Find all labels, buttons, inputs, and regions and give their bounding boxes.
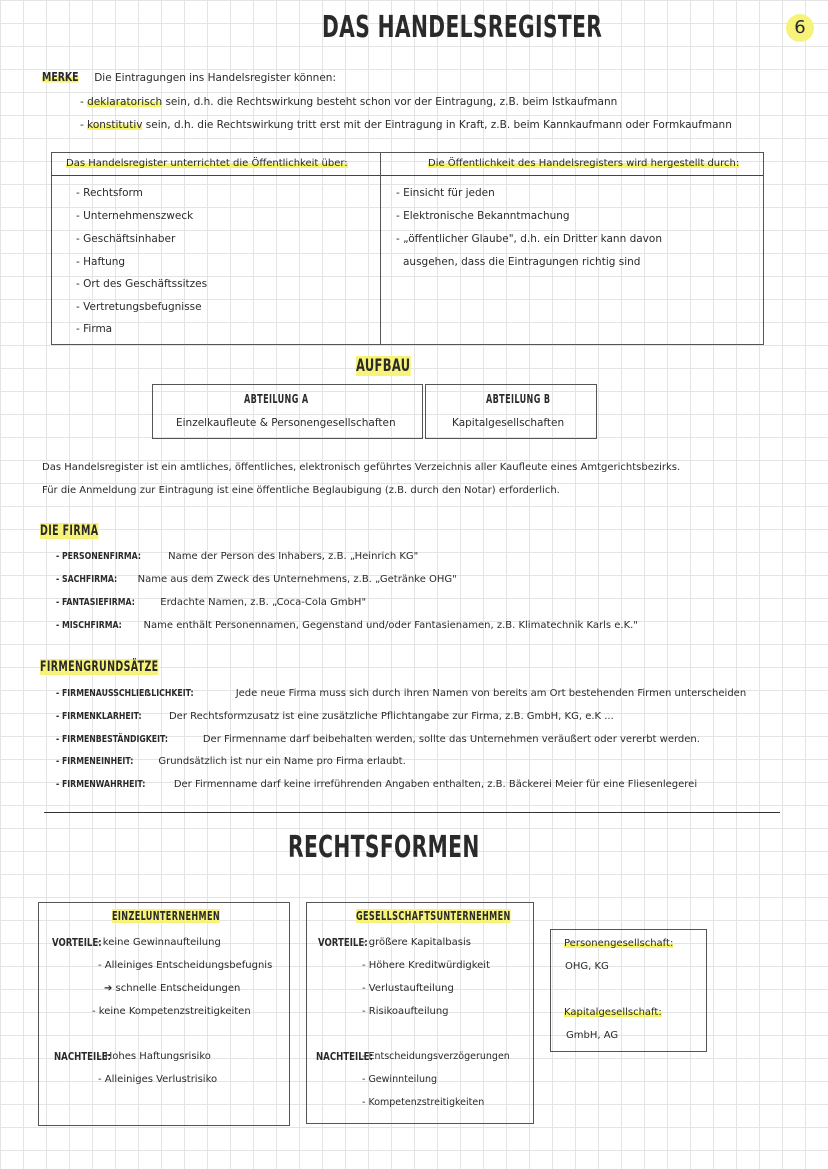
table-left-item: - Rechtsform <box>76 187 143 199</box>
grundsaetze-title: FIRMENGRUNDSÄTZE <box>40 659 159 675</box>
personengesellschaft-examples: OHG, KG <box>565 961 609 972</box>
merke-intro: Die Eintragungen ins Handelsregister können: <box>94 72 336 84</box>
description-line: Für die Anmeldung zur Eintragung ist eine öffentliche Beglaubigung (z.B. durch den Notar) erforderlich. <box>42 485 560 496</box>
gesell-vorteil: - Risikoaufteilung <box>362 1006 449 1017</box>
merke-text-1: sein, d.h. die Rechtswirkung besteht schon vor der Eintragung, z.B. beim Istkaufmann <box>162 96 618 108</box>
merke-point-1: - deklaratorisch sein, d.h. die Rechtswirkung besteht schon vor der Eintragung, z.B. beim Istkaufmann <box>80 96 618 108</box>
table-left-item: - Unternehmenszweck <box>76 210 194 222</box>
page-title: DAS HANDELSREGISTER <box>322 10 603 45</box>
abteilung-b-title: ABTEILUNG B <box>486 392 551 406</box>
merke-keyword-2: konstitutiv <box>87 119 143 131</box>
table-right-header: Die Öffentlichkeit des Handelsregisters wird hergestellt durch: <box>428 158 740 169</box>
firma-item: - SACHFIRMA: Name aus dem Zweck des Unternehmens, z.B. „Getränke OHG" <box>56 574 457 585</box>
table-left-item: - Vertretungsbefugnisse <box>76 301 202 313</box>
table-left-item: - Firma <box>76 323 113 335</box>
section-divider <box>44 812 780 813</box>
rechtsformen-title: RECHTSFORMEN <box>288 830 480 865</box>
personengesellschaft-title: Personengesellschaft: <box>564 938 674 949</box>
gesell-vorteil: - Verlustaufteilung <box>362 983 454 994</box>
grundsatz-item: - FIRMENKLARHEIT: Der Rechtsformzusatz ist eine zusätzliche Pflichtangabe zur Firma, z.B. GmbH, KG, e.K ... <box>56 711 614 722</box>
gesell-title: GESELLSCHAFTSUNTERNEHMEN <box>356 909 511 923</box>
info-table <box>51 152 764 345</box>
einzel-vorteil: - keine Gewinnaufteilung <box>96 937 221 948</box>
einzel-nachteile-label: NACHTEILE: <box>54 1050 111 1063</box>
table-right-item: ausgehen, dass die Eintragungen richtig sind <box>403 256 641 268</box>
firma-item: - MISCHFIRMA: Name enthält Personennamen, Gegenstand und/oder Fantasienamen, z.B. Klimatechnik Karls e.K." <box>56 620 638 631</box>
kapitalgesellschaft-examples: GmbH, AG <box>566 1030 619 1041</box>
einzel-vorteil: ➔ schnelle Entscheidungen <box>104 983 241 994</box>
table-column-divider <box>380 152 381 344</box>
gesell-nachteil: - Gewinnteilung <box>362 1074 438 1085</box>
description-line: Das Handelsregister ist ein amtliches, öffentliches, elektronisch geführtes Verzeichnis aller Kaufleute eines Amtgerichtsbezirks. <box>42 462 681 473</box>
gesell-vorteile-label: VORTEILE: <box>318 936 368 949</box>
gesell-vorteil: - Höhere Kreditwürdigkeit <box>362 960 490 971</box>
gesell-nachteil: - Entscheidungsverzögerungen <box>362 1051 510 1062</box>
grundsatz-item: - FIRMENBESTÄNDIGKEIT: Der Firmenname darf beibehalten werden, sollte das Unternehmen veräußert oder vererbt werden. <box>56 734 700 745</box>
gesell-vorteil: - größere Kapitalbasis <box>362 937 471 948</box>
table-right-item: - Einsicht für jeden <box>396 187 495 199</box>
table-left-item: - Haftung <box>76 256 126 268</box>
abteilung-b-text: Kapitalgesellschaften <box>452 417 565 429</box>
gesell-nachteil: - Kompetenzstreitigkeiten <box>362 1097 485 1108</box>
firma-item: - FANTASIEFIRMA: Erdachte Namen, z.B. „Coca-Cola GmbH" <box>56 597 367 608</box>
kapitalgesellschaft-title: Kapitalgesellschaft: <box>564 1007 662 1018</box>
einzel-vorteile-label: VORTEILE: <box>52 936 102 949</box>
grundsatz-item: - FIRMENAUSSCHLIEẞLICHKEIT: Jede neue Firma muss sich durch ihren Namen von bereits am Ort bestehenden Firmen unterscheiden <box>56 688 747 699</box>
table-left-item: - Ort des Geschäftssitzes <box>76 278 208 290</box>
abteilung-a-text: Einzelkaufleute & Personengesellschaften <box>176 417 396 429</box>
merke-keyword-1: deklaratorisch <box>87 96 163 108</box>
einzel-vorteil: - Alleiniges Entscheidungsbefugnis <box>98 960 273 971</box>
einzel-nachteil: - Hohes Haftungsrisiko <box>98 1051 211 1062</box>
gesell-nachteile-label: NACHTEILE: <box>316 1050 373 1063</box>
merke-point-2: - konstitutiv sein, d.h. die Rechtswirkung tritt erst mit der Eintragung in Kraft, z.B. beim Kannkaufmann oder Formkaufmann <box>80 119 732 131</box>
abteilung-a-title: ABTEILUNG A <box>244 392 309 406</box>
einzel-vorteil: - keine Kompetenzstreitigkeiten <box>92 1006 251 1017</box>
table-left-header: Das Handelsregister unterrichtet die Öffentlichkeit über: <box>66 158 348 169</box>
table-right-item: - Elektronische Bekanntmachung <box>396 210 570 222</box>
merke-text-2: sein, d.h. die Rechtswirkung tritt erst mit der Eintragung in Kraft, z.B. beim Kannkaufmann oder Formkaufmann <box>142 119 732 131</box>
merke-block <box>42 70 336 84</box>
grundsatz-item: - FIRMENEINHEIT: Grundsätzlich ist nur ein Name pro Firma erlaubt. <box>56 756 406 767</box>
table-right-item: - „öffentlicher Glaube", d.h. ein Dritter kann davon <box>396 233 662 245</box>
grundsatz-item: - FIRMENWAHRHEIT: Der Firmenname darf keine irreführenden Angaben enthalten, z.B. Bäckerei Meier für eine Fliesenlegerei <box>56 779 698 790</box>
firma-title: DIE FIRMA <box>40 523 99 539</box>
einzel-nachteil: - Alleiniges Verlustrisiko <box>98 1074 218 1085</box>
table-header-divider <box>51 175 763 176</box>
aufbau-title: AUFBAU <box>356 356 411 376</box>
page-number: 6 <box>786 14 814 42</box>
einzel-title: EINZELUNTERNEHMEN <box>112 909 221 923</box>
table-left-item: - Geschäftsinhaber <box>76 233 176 245</box>
merke-label: MERKE <box>42 70 79 84</box>
firma-item: - PERSONENFIRMA: Name der Person des Inhabers, z.B. „Heinrich KG" <box>56 551 419 562</box>
